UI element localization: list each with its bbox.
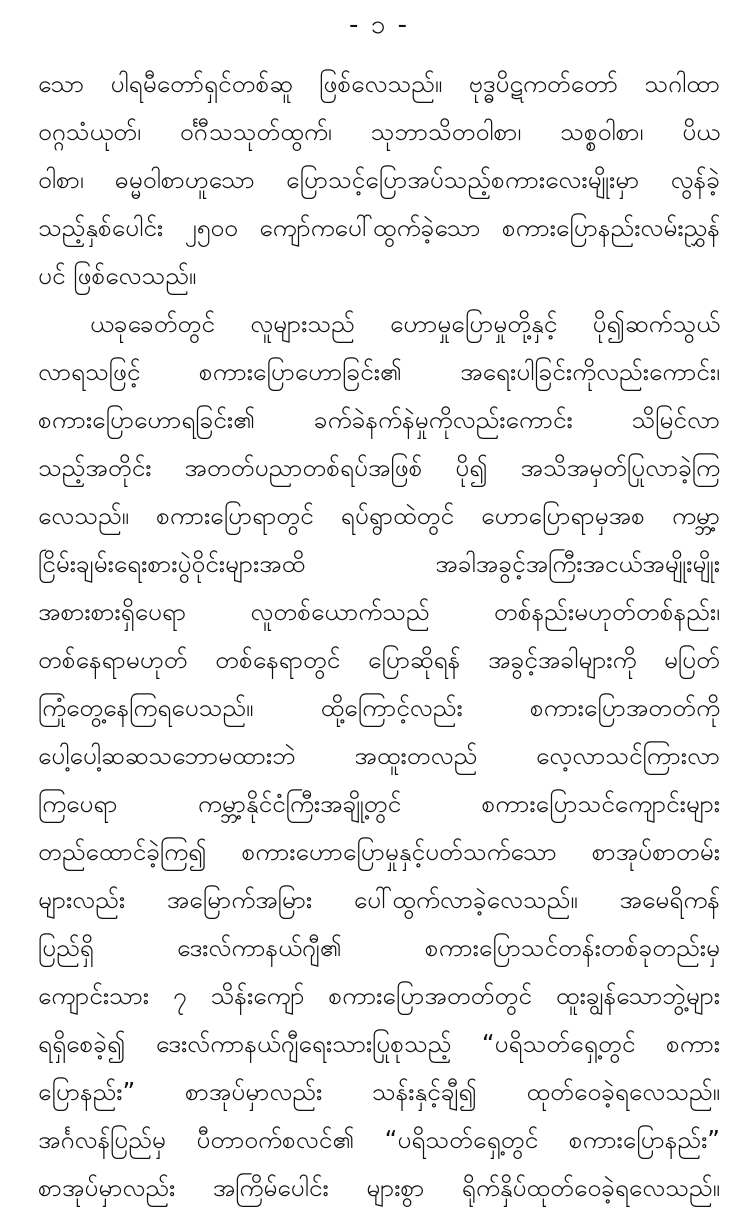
text-line: အင်္ဂလန်ပြည်မှ ပီတာဝက်စလင်၏ “ပရိသတ်ရှေ့တွင် စကားပြောနည်း” xyxy=(38,1125,720,1154)
text-line: သည့်အတိုင်း အတတ်ပညာတစ်ရပ်အဖြစ် ပို၍ အသိအမှတ်ပြုလာခဲ့ကြ xyxy=(38,453,720,482)
text-line: သော ပါရမီတော်ရှင်တစ်ဆူ ဖြစ်လေသည်။ ဗုဒ္ဓပိဋကတ်တော် သဂါထာ xyxy=(38,69,720,98)
text-line: တည်ထောင်ခဲ့ကြ၍ စကားဟောပြောမှုနှင့်ပတ်သက်သော စာအုပ်စာတမ်း xyxy=(38,837,720,866)
text-line: ယခုခေတ်တွင် လူများသည် ဟောမှုပြောမှုတို့နှင့် ပို၍ဆက်သွယ် xyxy=(90,309,720,338)
text-line: တစ်နေရာမဟုတ် တစ်နေရာတွင် ပြောဆိုရန် အခွင့်အခါများကို မပြတ် xyxy=(38,645,720,674)
text-line: ဝဂ္ဂသံယုတ်၊ ဝင်္ဂီသသုတ်ထွက်၊ သုဘာသိတဝါစာ၊ သစ္စဝါစာ၊ ပိယ xyxy=(38,117,720,146)
text-line: ရရှိစေခဲ့၍ ဒေးလ်ကာနယ်ဂျီရေးသားပြုစုသည့် “ပရိသတ်ရှေ့တွင် စကား xyxy=(38,1029,720,1058)
body-text xyxy=(38,60,720,1212)
text-line: သည့်နှစ်ပေါင်း ၂၅၀၀ ကျော်ကပေါ်ထွက်ခဲ့သော စကားပြောနည်းလမ်းညွှန် xyxy=(38,213,720,242)
text-line: လာရသဖြင့် စကားပြောဟောခြင်း၏ အရေးပါခြင်းကိုလည်းကောင်း၊ xyxy=(38,357,720,386)
text-line: လေသည်။ စကားပြောရာတွင် ရပ်ရွာထဲတွင် ဟောပြောရာမှအစ ကမ္ဘာ့ xyxy=(38,501,720,530)
text-line: ကြပေရာ ကမ္ဘာ့နိုင်ငံကြီးအချို့တွင် စကားပြောသင်ကျောင်းများ xyxy=(38,789,720,818)
text-line: ပေါ့ပေါ့ဆဆသဘောမထားဘဲ အထူးတလည် လေ့လာသင်ကြားလာ xyxy=(38,741,720,770)
text-line: အစားစားရှိပေရာ လူတစ်ယောက်သည် တစ်နည်းမဟုတ်တစ်နည်း၊ xyxy=(38,597,720,626)
text-line: ပြောနည်း” စာအုပ်မှာလည်း သန်းနှင့်ချီ၍ ထုတ်ဝေခဲ့ရလေသည်။ xyxy=(38,1077,720,1106)
paragraph-1 xyxy=(38,60,720,300)
text-line: ပင် ဖြစ်လေသည်။ xyxy=(38,261,197,290)
text-line: ပြည်ရှိ ဒေးလ်ကာနယ်ဂျီ၏ စကားပြောသင်တန်းတစ်ခုတည်းမှ xyxy=(38,933,720,962)
text-line: များလည်း အမြောက်အမြား ပေါ်ထွက်လာခဲ့လေသည်။ အမေရိကန် xyxy=(38,885,720,914)
paragraph-2 xyxy=(38,300,720,1212)
page-number: - ၁ - xyxy=(349,10,409,40)
text-line: စာအုပ်မှာလည်း အကြိမ်ပေါင်း များစွာ ရိုက်နှိပ်ထုတ်ဝေခဲ့ရလေသည်။ xyxy=(38,1173,720,1202)
text-line: စကားပြောဟောရခြင်း၏ ခက်ခဲနက်နဲမှုကိုလည်းကောင်း သိမြင်လာ xyxy=(38,405,720,434)
text-line: ငြိမ်းချမ်းရေးစားပွဲဝိုင်းများအထိ အခါအခွင့်အကြီးအငယ်အမျိုးမျိုး xyxy=(38,549,720,578)
text-line: ကျောင်းသား ၇ သိန်းကျော် စကားပြောအတတ်တွင် ထူးချွန်သောဘွဲ့များ xyxy=(38,981,720,1010)
text-line: ဝါစာ၊ ဓမ္မဝါစာဟူသော ပြောသင့်ပြောအပ်သည့်စကားလေးမျိုးမှာ လွန်ခဲ့ xyxy=(38,165,720,194)
text-line: ကြုံတွေ့နေကြရပေသည်။ ထို့ကြောင့်လည်း စကားပြောအတတ်ကို xyxy=(38,693,720,722)
